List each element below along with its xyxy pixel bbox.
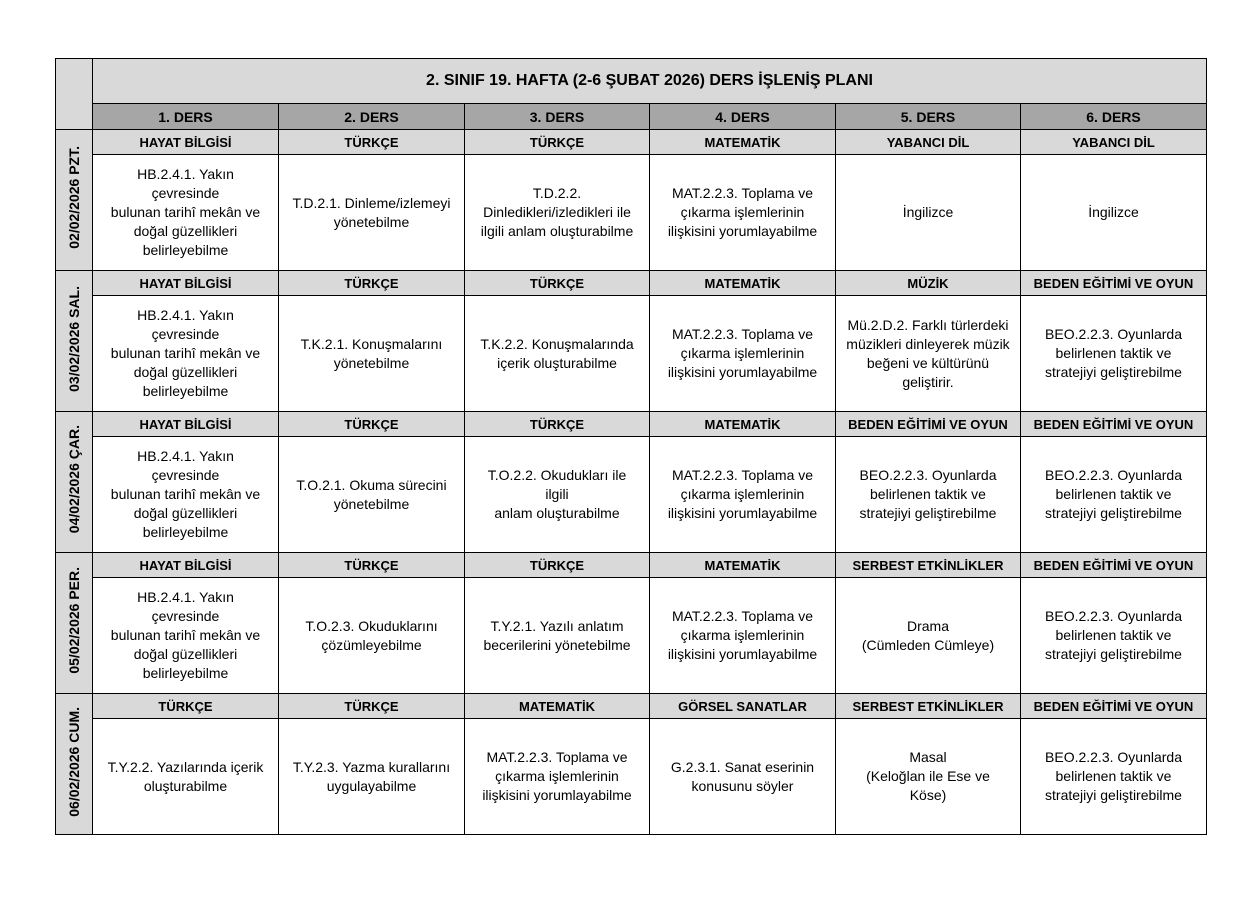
content-cell <box>650 578 836 694</box>
column-header: 3. DERS <box>465 104 650 130</box>
title-row <box>56 59 1207 104</box>
subject-cell: YABANCI DİL <box>1021 130 1207 155</box>
content-text: T.Y.2.3. Yazma kurallarını uygulayabilme <box>292 758 451 794</box>
content-cell <box>93 719 279 835</box>
content-text: T.O.2.2. Okudukları ile ilgili anlam oluşturabilme <box>487 467 627 521</box>
lesson-plan-table <box>55 58 1207 835</box>
subject-cell: HAYAT BİLGİSİ <box>93 271 279 296</box>
content-text: BEO.2.2.3. Oyunlarda belirlenen taktik ve stratejiyi geliştirebilme <box>859 467 997 521</box>
content-row <box>56 719 1207 835</box>
column-header-row <box>56 104 1207 130</box>
column-header: 4. DERS <box>650 104 836 130</box>
subject-cell: BEDEN EĞİTİMİ VE OYUN <box>1021 694 1207 719</box>
day-cell <box>56 412 93 553</box>
column-header: 1. DERS <box>93 104 279 130</box>
content-cell <box>1021 437 1207 553</box>
subject-cell: MATEMATİK <box>650 553 836 578</box>
subject-cell: TÜRKÇE <box>279 130 465 155</box>
subject-cell: SERBEST ETKİNLİKLER <box>836 694 1021 719</box>
content-cell <box>650 719 836 835</box>
content-text: BEO.2.2.3. Oyunlarda belirlenen taktik ve stratejiyi geliştirebilme <box>1045 467 1182 521</box>
column-header: 2. DERS <box>279 104 465 130</box>
subject-row <box>56 553 1207 578</box>
content-cell <box>465 296 650 412</box>
content-text: MAT.2.2.3. Toplama ve çıkarma işlemlerinin ilişkisini yorumlayabilme <box>667 326 818 380</box>
subject-cell: GÖRSEL SANATLAR <box>650 694 836 719</box>
subject-cell: TÜRKÇE <box>465 553 650 578</box>
content-text: İngilizce <box>902 204 954 220</box>
content-cell <box>836 437 1021 553</box>
content-cell <box>279 437 465 553</box>
subject-cell: TÜRKÇE <box>279 694 465 719</box>
day-cell <box>56 130 93 271</box>
content-text: T.O.2.3. Okuduklarını çözümleyebilme <box>305 617 438 653</box>
plan-title: 2. SINIF 19. HAFTA (2-6 ŞUBAT 2026) DERS İŞLENİŞ PLANI <box>93 59 1207 104</box>
content-text: T.D.2.1. Dinleme/izlemeyi yönetebilme <box>292 194 451 230</box>
subject-cell: MATEMATİK <box>650 271 836 296</box>
subject-row <box>56 271 1207 296</box>
subject-cell: HAYAT BİLGİSİ <box>93 412 279 437</box>
subject-cell: SERBEST ETKİNLİKLER <box>836 553 1021 578</box>
subject-cell: TÜRKÇE <box>465 271 650 296</box>
content-text: BEO.2.2.3. Oyunlarda belirlenen taktik ve stratejiyi geliştirebilme <box>1045 608 1182 662</box>
content-text: HB.2.4.1. Yakın çevresinde bulunan tarihî mekân ve doğal güzellikleri belirleyebilme <box>110 307 261 399</box>
content-row <box>56 155 1207 271</box>
content-cell <box>836 155 1021 271</box>
subject-cell: YABANCI DİL <box>836 130 1021 155</box>
subject-cell: TÜRKÇE <box>465 412 650 437</box>
content-text: MAT.2.2.3. Toplama ve çıkarma işlemlerinin ilişkisini yorumlayabilme <box>482 749 632 803</box>
day-cell <box>56 694 93 835</box>
content-cell <box>650 437 836 553</box>
content-text: G.2.3.1. Sanat eserinin konusunu söyler <box>670 758 815 794</box>
day-cell <box>56 271 93 412</box>
subject-cell: MÜZİK <box>836 271 1021 296</box>
subject-row <box>56 694 1207 719</box>
subject-cell: MATEMATİK <box>465 694 650 719</box>
content-row <box>56 296 1207 412</box>
content-text: T.K.2.1. Konuşmalarını yönetebilme <box>300 335 443 371</box>
day-label: 04/02/2026 ÇAR. <box>66 425 82 534</box>
subject-cell: HAYAT BİLGİSİ <box>93 130 279 155</box>
subject-cell: TÜRKÇE <box>93 694 279 719</box>
content-text: T.O.2.1. Okuma sürecini yönetebilme <box>296 476 447 512</box>
content-cell <box>650 296 836 412</box>
column-header: 5. DERS <box>836 104 1021 130</box>
subject-cell: TÜRKÇE <box>465 130 650 155</box>
content-text: MAT.2.2.3. Toplama ve çıkarma işlemlerinin ilişkisini yorumlayabilme <box>667 185 818 239</box>
content-text: Masal (Keloğlan ile Ese ve Köse) <box>866 749 990 803</box>
content-cell <box>279 155 465 271</box>
content-cell <box>93 155 279 271</box>
content-cell <box>93 578 279 694</box>
content-cell <box>465 437 650 553</box>
subject-cell: TÜRKÇE <box>279 412 465 437</box>
content-text: T.D.2.2. Dinledikleri/izledikleri ile ilgili anlam oluşturabilme <box>480 185 634 239</box>
subject-cell: BEDEN EĞİTİMİ VE OYUN <box>1021 553 1207 578</box>
subject-cell: BEDEN EĞİTİMİ VE OYUN <box>836 412 1021 437</box>
content-cell <box>836 578 1021 694</box>
corner-cell <box>56 59 93 130</box>
content-row <box>56 437 1207 553</box>
subject-cell: HAYAT BİLGİSİ <box>93 553 279 578</box>
content-cell <box>465 719 650 835</box>
content-cell <box>1021 296 1207 412</box>
subject-row <box>56 130 1207 155</box>
content-text: HB.2.4.1. Yakın çevresinde bulunan tarihî mekân ve doğal güzellikleri belirleyebilme <box>110 448 261 540</box>
day-cell <box>56 553 93 694</box>
content-cell <box>279 719 465 835</box>
subject-cell: BEDEN EĞİTİMİ VE OYUN <box>1021 412 1207 437</box>
content-cell <box>279 578 465 694</box>
content-text: Drama (Cümleden Cümleye) <box>861 617 995 653</box>
day-label: 02/02/2026 PZT. <box>66 146 82 249</box>
content-text: HB.2.4.1. Yakın çevresinde bulunan tarihî mekân ve doğal güzellikleri belirleyebilme <box>110 166 261 258</box>
content-cell <box>836 719 1021 835</box>
content-text: BEO.2.2.3. Oyunlarda belirlenen taktik ve stratejiyi geliştirebilme <box>1045 326 1182 380</box>
content-cell <box>1021 155 1207 271</box>
content-text: T.K.2.2. Konuşmalarında içerik oluşturabilme <box>480 335 634 371</box>
day-label: 03/02/2026 SAL. <box>66 285 82 392</box>
content-cell <box>836 296 1021 412</box>
subject-cell: BEDEN EĞİTİMİ VE OYUN <box>1021 271 1207 296</box>
day-label: 05/02/2026 PER. <box>66 567 82 674</box>
content-cell <box>93 296 279 412</box>
content-text: T.Y.2.1. Yazılı anlatım becerilerini yönetebilme <box>483 617 631 653</box>
content-cell <box>1021 719 1207 835</box>
day-label: 06/02/2026 CUM. <box>66 706 82 817</box>
content-text: BEO.2.2.3. Oyunlarda belirlenen taktik ve stratejiyi geliştirebilme <box>1045 749 1182 803</box>
content-row <box>56 578 1207 694</box>
content-text: MAT.2.2.3. Toplama ve çıkarma işlemlerinin ilişkisini yorumlayabilme <box>667 608 818 662</box>
content-text: Mü.2.D.2. Farklı türlerdeki müzikleri dinleyerek müzik beğeni ve kültürünü geliştirir. <box>846 316 1010 390</box>
content-cell <box>465 155 650 271</box>
content-text: MAT.2.2.3. Toplama ve çıkarma işlemlerinin ilişkisini yorumlayabilme <box>667 467 818 521</box>
content-text: İngilizce <box>1088 204 1139 220</box>
content-cell <box>650 155 836 271</box>
content-text: T.Y.2.2. Yazılarında içerik oluşturabilme <box>107 758 264 794</box>
subject-cell: TÜRKÇE <box>279 271 465 296</box>
content-text: HB.2.4.1. Yakın çevresinde bulunan tarihî mekân ve doğal güzellikleri belirleyebilme <box>110 589 261 681</box>
content-cell <box>279 296 465 412</box>
subject-cell: MATEMATİK <box>650 412 836 437</box>
subject-cell: MATEMATİK <box>650 130 836 155</box>
subject-cell: TÜRKÇE <box>279 553 465 578</box>
content-cell <box>1021 578 1207 694</box>
content-cell <box>465 578 650 694</box>
column-header: 6. DERS <box>1021 104 1207 130</box>
subject-row <box>56 412 1207 437</box>
content-cell <box>93 437 279 553</box>
